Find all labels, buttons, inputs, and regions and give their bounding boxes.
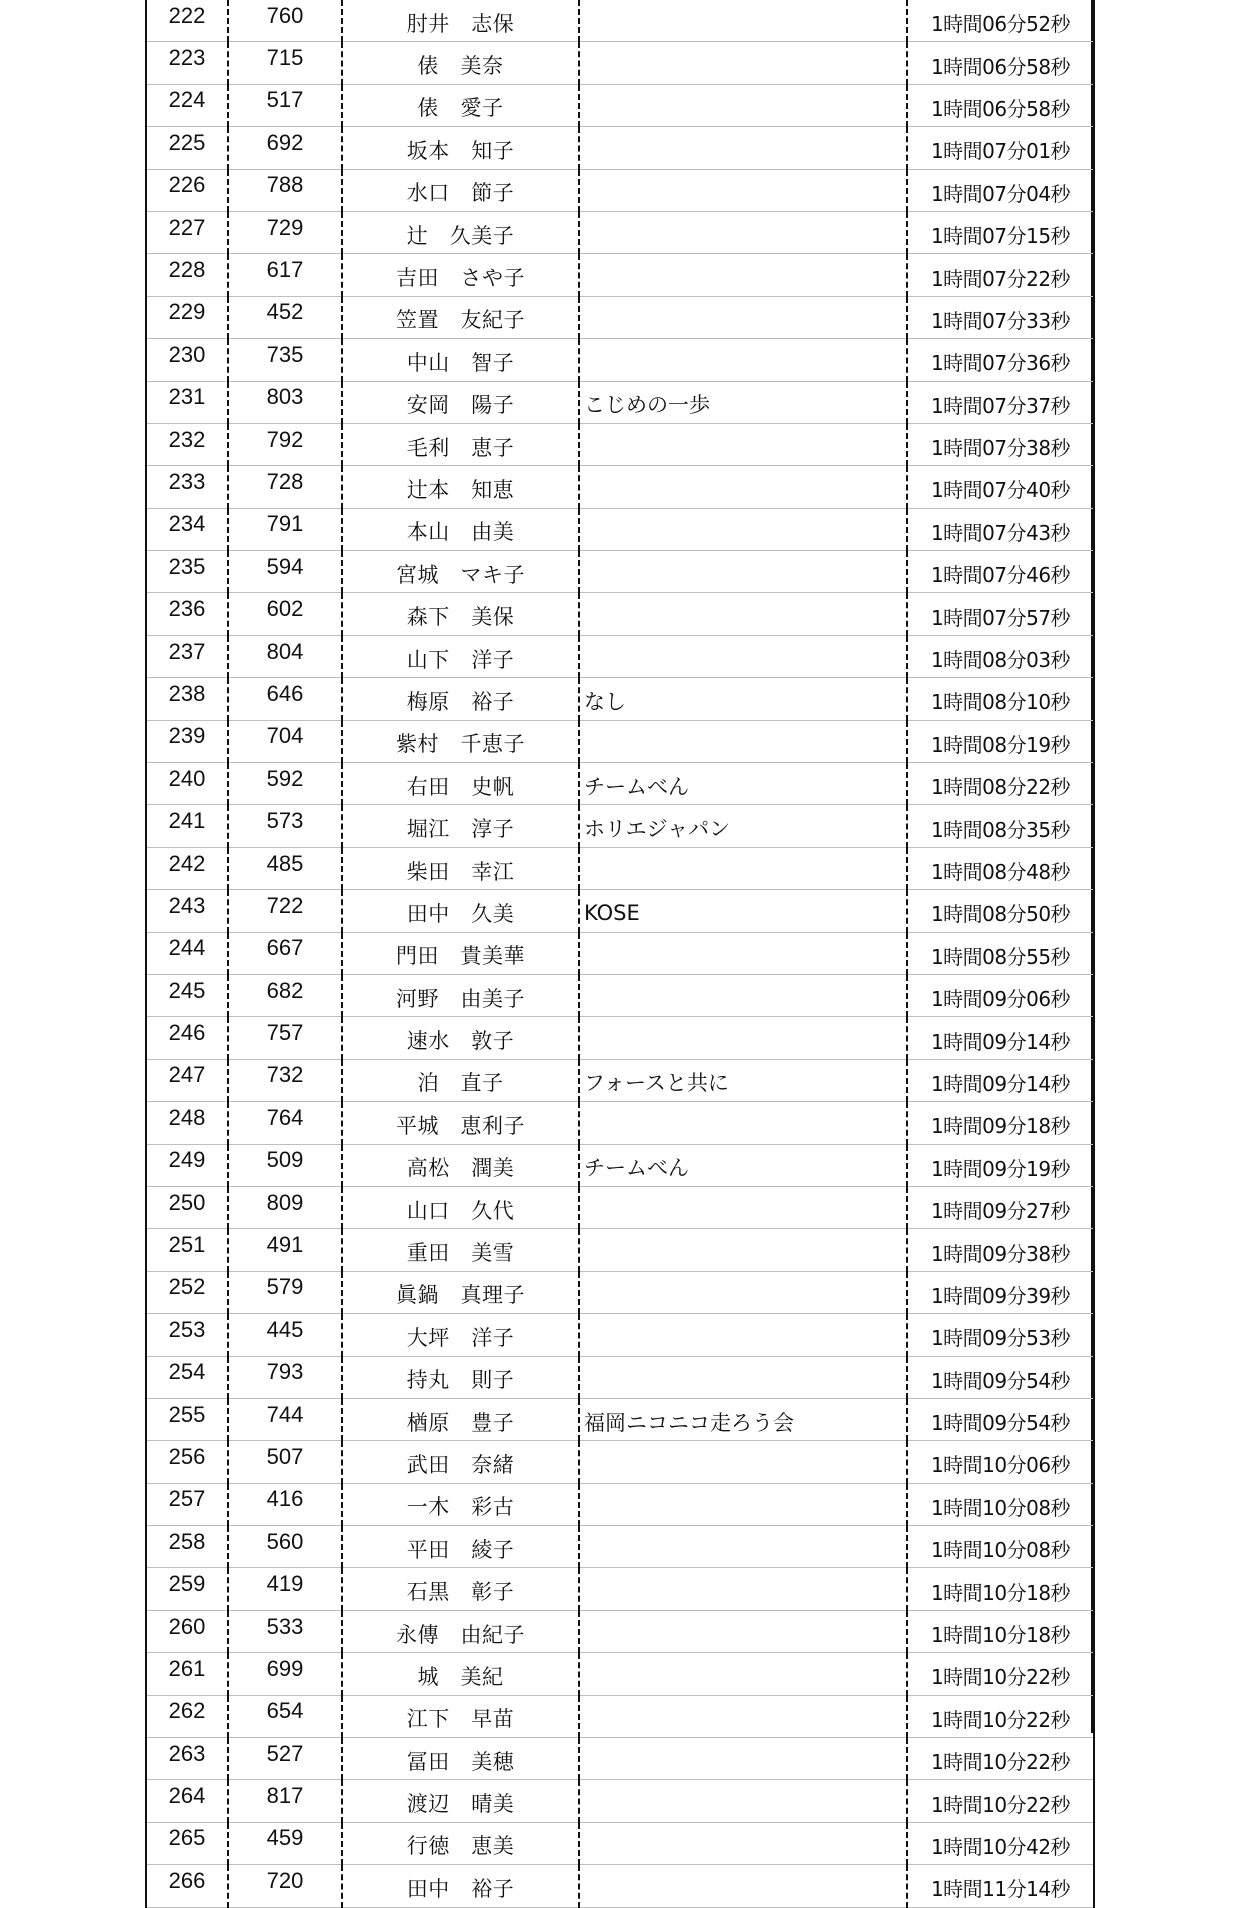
team-name-cell bbox=[579, 1271, 907, 1313]
table-row bbox=[146, 211, 1094, 253]
finish-time-cell: 1時間09分38秒 bbox=[907, 1229, 1094, 1271]
rank-cell: 262 bbox=[146, 1690, 228, 1732]
team-name-cell bbox=[579, 1186, 907, 1228]
runner-name-cell: 梅原 裕子 bbox=[342, 678, 579, 720]
table-row bbox=[146, 1653, 1094, 1695]
rank-cell: 259 bbox=[146, 1563, 228, 1605]
finish-time-cell: 1時間09分14秒 bbox=[907, 1017, 1094, 1059]
team-name-cell bbox=[579, 127, 907, 169]
finish-time-cell: 1時間08分03秒 bbox=[907, 635, 1094, 677]
table-row bbox=[146, 974, 1094, 1016]
team-name-cell bbox=[579, 1610, 907, 1652]
bib-number-cell: 757 bbox=[228, 1012, 342, 1054]
table-row bbox=[146, 466, 1094, 508]
rank-cell: 222 bbox=[146, 0, 228, 37]
finish-time-cell: 1時間07分46秒 bbox=[907, 551, 1094, 593]
finish-time-cell: 1時間08分50秒 bbox=[907, 890, 1094, 932]
team-name-cell bbox=[579, 932, 907, 974]
table-row bbox=[146, 1398, 1094, 1440]
team-name-cell bbox=[579, 1695, 907, 1737]
finish-time-cell: 1時間10分18秒 bbox=[907, 1610, 1094, 1652]
rank-cell: 258 bbox=[146, 1521, 228, 1563]
team-name-cell bbox=[579, 1865, 907, 1907]
team-name-cell bbox=[579, 1822, 907, 1864]
team-name-cell bbox=[579, 423, 907, 465]
rank-cell: 264 bbox=[146, 1775, 228, 1817]
runner-name-cell: 重田 美雪 bbox=[342, 1229, 579, 1271]
bib-number-cell: 646 bbox=[228, 673, 342, 715]
team-name-cell bbox=[579, 1102, 907, 1144]
runner-name-cell: 水口 節子 bbox=[342, 169, 579, 211]
finish-time-cell: 1時間09分14秒 bbox=[907, 1059, 1094, 1101]
finish-time-cell: 1時間07分15秒 bbox=[907, 211, 1094, 253]
finish-time-cell: 1時間07分43秒 bbox=[907, 508, 1094, 550]
bib-number-cell: 617 bbox=[228, 249, 342, 291]
rank-cell: 228 bbox=[146, 249, 228, 291]
finish-time-cell: 1時間08分19秒 bbox=[907, 720, 1094, 762]
rank-cell: 244 bbox=[146, 927, 228, 969]
table-row bbox=[146, 1695, 1094, 1737]
rank-cell: 233 bbox=[146, 461, 228, 503]
table-row bbox=[146, 1441, 1094, 1483]
rank-cell: 265 bbox=[146, 1817, 228, 1859]
finish-time-cell: 1時間09分06秒 bbox=[907, 974, 1094, 1016]
runner-name-cell: 山下 洋子 bbox=[342, 635, 579, 677]
runner-name-cell: 大坪 洋子 bbox=[342, 1314, 579, 1356]
finish-time-cell: 1時間06分58秒 bbox=[907, 84, 1094, 126]
rank-cell: 239 bbox=[146, 715, 228, 757]
runner-name-cell: 辻本 知恵 bbox=[342, 466, 579, 508]
table-row bbox=[146, 720, 1094, 762]
finish-time-cell: 1時間09分54秒 bbox=[907, 1356, 1094, 1398]
bib-number-cell: 729 bbox=[228, 206, 342, 248]
table-row bbox=[146, 932, 1094, 974]
team-name-cell: なし bbox=[579, 678, 907, 720]
finish-time-cell: 1時間09分39秒 bbox=[907, 1271, 1094, 1313]
finish-time-cell: 1時間10分08秒 bbox=[907, 1526, 1094, 1568]
rank-cell: 232 bbox=[146, 418, 228, 460]
team-name-cell bbox=[579, 339, 907, 381]
team-name-cell bbox=[579, 508, 907, 550]
table-row bbox=[146, 593, 1094, 635]
bib-number-cell: 692 bbox=[228, 122, 342, 164]
team-name-cell bbox=[579, 974, 907, 1016]
bib-number-cell: 533 bbox=[228, 1605, 342, 1647]
table-row bbox=[146, 1144, 1094, 1186]
bib-number-cell: 459 bbox=[228, 1817, 342, 1859]
runner-name-cell: 山口 久代 bbox=[342, 1186, 579, 1228]
finish-time-cell: 1時間10分06秒 bbox=[907, 1441, 1094, 1483]
runner-name-cell: 堀江 淳子 bbox=[342, 805, 579, 847]
table-row bbox=[146, 84, 1094, 126]
rank-cell: 255 bbox=[146, 1393, 228, 1435]
runner-name-cell: 渡辺 晴美 bbox=[342, 1780, 579, 1822]
team-name-cell: こじめの一歩 bbox=[579, 381, 907, 423]
bib-number-cell: 704 bbox=[228, 715, 342, 757]
rank-cell: 231 bbox=[146, 376, 228, 418]
bib-number-cell: 592 bbox=[228, 758, 342, 800]
team-name-cell: チームべん bbox=[579, 763, 907, 805]
finish-time-cell: 1時間06分52秒 bbox=[907, 0, 1094, 42]
runner-name-cell: 辻 久美子 bbox=[342, 211, 579, 253]
runner-name-cell: 毛利 恵子 bbox=[342, 423, 579, 465]
table-row bbox=[146, 1271, 1094, 1313]
rank-cell: 235 bbox=[146, 546, 228, 588]
runner-name-cell: 武田 奈緒 bbox=[342, 1441, 579, 1483]
runner-name-cell: 平城 恵利子 bbox=[342, 1102, 579, 1144]
runner-name-cell: 高松 潤美 bbox=[342, 1144, 579, 1186]
finish-time-cell: 1時間09分19秒 bbox=[907, 1144, 1094, 1186]
bib-number-cell: 485 bbox=[228, 842, 342, 884]
team-name-cell bbox=[579, 1780, 907, 1822]
runner-name-cell: 柴田 幸江 bbox=[342, 847, 579, 889]
team-name-cell bbox=[579, 211, 907, 253]
rank-cell: 234 bbox=[146, 503, 228, 545]
table-row bbox=[146, 1356, 1094, 1398]
table-row bbox=[146, 1229, 1094, 1271]
team-name-cell bbox=[579, 1483, 907, 1525]
runner-name-cell: 宮城 マキ子 bbox=[342, 551, 579, 593]
runner-name-cell: 江下 早苗 bbox=[342, 1695, 579, 1737]
bib-number-cell: 804 bbox=[228, 630, 342, 672]
bib-number-cell: 560 bbox=[228, 1521, 342, 1563]
rank-cell: 229 bbox=[146, 291, 228, 333]
team-name-cell bbox=[579, 1441, 907, 1483]
finish-time-cell: 1時間07分40秒 bbox=[907, 466, 1094, 508]
finish-time-cell: 1時間09分53秒 bbox=[907, 1314, 1094, 1356]
bib-number-cell: 654 bbox=[228, 1690, 342, 1732]
rank-cell: 266 bbox=[146, 1860, 228, 1902]
bib-number-cell: 728 bbox=[228, 461, 342, 503]
runner-name-cell: 城 美紀 bbox=[342, 1653, 579, 1695]
finish-time-cell: 1時間07分33秒 bbox=[907, 296, 1094, 338]
bib-number-cell: 416 bbox=[228, 1478, 342, 1520]
table-row bbox=[146, 1059, 1094, 1101]
team-name-cell bbox=[579, 1314, 907, 1356]
bib-number-cell: 573 bbox=[228, 800, 342, 842]
runner-name-cell: 楢原 豊子 bbox=[342, 1398, 579, 1440]
rank-cell: 256 bbox=[146, 1436, 228, 1478]
finish-time-cell: 1時間11分14秒 bbox=[907, 1865, 1094, 1907]
table-row bbox=[146, 890, 1094, 932]
bib-number-cell: 527 bbox=[228, 1733, 342, 1775]
team-name-cell bbox=[579, 1356, 907, 1398]
team-name-cell bbox=[579, 1568, 907, 1610]
runner-name-cell: 持丸 則子 bbox=[342, 1356, 579, 1398]
results-table bbox=[145, 0, 1095, 1908]
table-row bbox=[146, 127, 1094, 169]
rank-cell: 261 bbox=[146, 1648, 228, 1690]
team-name-cell: 福岡ニコニコ走ろう会 bbox=[579, 1398, 907, 1440]
table-row bbox=[146, 551, 1094, 593]
bib-number-cell: 699 bbox=[228, 1648, 342, 1690]
bib-number-cell: 744 bbox=[228, 1393, 342, 1435]
runner-name-cell: 永傳 由紀子 bbox=[342, 1610, 579, 1652]
bib-number-cell: 793 bbox=[228, 1351, 342, 1393]
results-table-body bbox=[146, 0, 1094, 1907]
bib-number-cell: 722 bbox=[228, 885, 342, 927]
runner-name-cell: 坂本 知子 bbox=[342, 127, 579, 169]
finish-time-cell: 1時間08分48秒 bbox=[907, 847, 1094, 889]
team-name-cell bbox=[579, 0, 907, 42]
team-name-cell bbox=[579, 466, 907, 508]
runner-name-cell: 泊 直子 bbox=[342, 1059, 579, 1101]
rank-cell: 230 bbox=[146, 334, 228, 376]
rank-cell: 250 bbox=[146, 1181, 228, 1223]
team-name-cell bbox=[579, 1229, 907, 1271]
table-row bbox=[146, 1483, 1094, 1525]
bib-number-cell: 602 bbox=[228, 588, 342, 630]
team-name-cell bbox=[579, 635, 907, 677]
bib-number-cell: 517 bbox=[228, 79, 342, 121]
finish-time-cell: 1時間07分57秒 bbox=[907, 593, 1094, 635]
table-row bbox=[146, 1610, 1094, 1652]
runner-name-cell: 肘井 志保 bbox=[342, 0, 579, 42]
bib-number-cell: 803 bbox=[228, 376, 342, 418]
rank-cell: 236 bbox=[146, 588, 228, 630]
finish-time-cell: 1時間09分18秒 bbox=[907, 1102, 1094, 1144]
rank-cell: 246 bbox=[146, 1012, 228, 1054]
rank-cell: 252 bbox=[146, 1266, 228, 1308]
table-row bbox=[146, 763, 1094, 805]
rank-cell: 247 bbox=[146, 1054, 228, 1096]
team-name-cell bbox=[579, 169, 907, 211]
team-name-cell bbox=[579, 42, 907, 84]
team-name-cell bbox=[579, 1738, 907, 1780]
bib-number-cell: 509 bbox=[228, 1139, 342, 1181]
rank-cell: 223 bbox=[146, 37, 228, 79]
team-name-cell bbox=[579, 254, 907, 296]
rank-cell: 226 bbox=[146, 164, 228, 206]
team-name-cell bbox=[579, 296, 907, 338]
rank-cell: 224 bbox=[146, 79, 228, 121]
runner-name-cell: 行徳 恵美 bbox=[342, 1822, 579, 1864]
finish-time-cell: 1時間10分08秒 bbox=[907, 1483, 1094, 1525]
finish-time-cell: 1時間07分36秒 bbox=[907, 339, 1094, 381]
rank-cell: 260 bbox=[146, 1605, 228, 1647]
rank-cell: 237 bbox=[146, 630, 228, 672]
finish-time-cell: 1時間07分01秒 bbox=[907, 127, 1094, 169]
finish-time-cell: 1時間10分18秒 bbox=[907, 1568, 1094, 1610]
finish-time-cell: 1時間10分22秒 bbox=[907, 1738, 1094, 1780]
runner-name-cell: 俵 愛子 bbox=[342, 84, 579, 126]
runner-name-cell: 眞鍋 真理子 bbox=[342, 1271, 579, 1313]
table-row bbox=[146, 1738, 1094, 1780]
finish-time-cell: 1時間06分58秒 bbox=[907, 42, 1094, 84]
rank-cell: 242 bbox=[146, 842, 228, 884]
runner-name-cell: 門田 貴美華 bbox=[342, 932, 579, 974]
rank-cell: 249 bbox=[146, 1139, 228, 1181]
runner-name-cell: 田中 久美 bbox=[342, 890, 579, 932]
table-row bbox=[146, 296, 1094, 338]
rank-cell: 240 bbox=[146, 758, 228, 800]
runner-name-cell: 石黒 彰子 bbox=[342, 1568, 579, 1610]
rank-cell: 243 bbox=[146, 885, 228, 927]
team-name-cell: フォースと共に bbox=[579, 1059, 907, 1101]
team-name-cell bbox=[579, 1017, 907, 1059]
table-row bbox=[146, 42, 1094, 84]
finish-time-cell: 1時間10分22秒 bbox=[907, 1780, 1094, 1822]
finish-time-cell: 1時間08分55秒 bbox=[907, 932, 1094, 974]
team-name-cell: KOSE bbox=[579, 890, 907, 932]
bib-number-cell: 817 bbox=[228, 1775, 342, 1817]
table-row bbox=[146, 381, 1094, 423]
bib-number-cell: 764 bbox=[228, 1097, 342, 1139]
table-row bbox=[146, 339, 1094, 381]
bib-number-cell: 715 bbox=[228, 37, 342, 79]
table-row bbox=[146, 1865, 1094, 1907]
table-row bbox=[146, 1314, 1094, 1356]
runner-name-cell: 中山 智子 bbox=[342, 339, 579, 381]
rank-cell: 254 bbox=[146, 1351, 228, 1393]
bib-number-cell: 507 bbox=[228, 1436, 342, 1478]
bib-number-cell: 667 bbox=[228, 927, 342, 969]
bib-number-cell: 732 bbox=[228, 1054, 342, 1096]
runner-name-cell: 本山 由美 bbox=[342, 508, 579, 550]
bib-number-cell: 452 bbox=[228, 291, 342, 333]
table-row bbox=[146, 678, 1094, 720]
runner-name-cell: 冨田 美穂 bbox=[342, 1738, 579, 1780]
finish-time-cell: 1時間07分37秒 bbox=[907, 381, 1094, 423]
bib-number-cell: 788 bbox=[228, 164, 342, 206]
finish-time-cell: 1時間07分38秒 bbox=[907, 423, 1094, 465]
runner-name-cell: 右田 史帆 bbox=[342, 763, 579, 805]
finish-time-cell: 1時間10分42秒 bbox=[907, 1822, 1094, 1864]
bib-number-cell: 760 bbox=[228, 0, 342, 37]
runner-name-cell: 河野 由美子 bbox=[342, 974, 579, 1016]
rank-cell: 238 bbox=[146, 673, 228, 715]
table-row bbox=[146, 1186, 1094, 1228]
bib-number-cell: 579 bbox=[228, 1266, 342, 1308]
rank-cell: 227 bbox=[146, 206, 228, 248]
runner-name-cell: 速水 敦子 bbox=[342, 1017, 579, 1059]
rank-cell: 245 bbox=[146, 969, 228, 1011]
team-name-cell: チームべん bbox=[579, 1144, 907, 1186]
team-name-cell bbox=[579, 1526, 907, 1568]
finish-time-cell: 1時間09分54秒 bbox=[907, 1398, 1094, 1440]
team-name-cell bbox=[579, 593, 907, 635]
results-sheet bbox=[145, 0, 1093, 1908]
table-row bbox=[146, 423, 1094, 465]
table-row bbox=[146, 1780, 1094, 1822]
bib-number-cell: 491 bbox=[228, 1224, 342, 1266]
team-name-cell: ホリエジャパン bbox=[579, 805, 907, 847]
finish-time-cell: 1時間10分22秒 bbox=[907, 1653, 1094, 1695]
table-row bbox=[146, 0, 1094, 42]
table-row bbox=[146, 169, 1094, 211]
runner-name-cell: 吉田 さや子 bbox=[342, 254, 579, 296]
bib-number-cell: 594 bbox=[228, 546, 342, 588]
table-row bbox=[146, 1568, 1094, 1610]
bib-number-cell: 445 bbox=[228, 1309, 342, 1351]
bib-number-cell: 809 bbox=[228, 1181, 342, 1223]
bib-number-cell: 419 bbox=[228, 1563, 342, 1605]
team-name-cell bbox=[579, 847, 907, 889]
bib-number-cell: 735 bbox=[228, 334, 342, 376]
rank-cell: 253 bbox=[146, 1309, 228, 1351]
runner-name-cell: 森下 美保 bbox=[342, 593, 579, 635]
team-name-cell bbox=[579, 551, 907, 593]
runner-name-cell: 田中 裕子 bbox=[342, 1865, 579, 1907]
rank-cell: 225 bbox=[146, 122, 228, 164]
bib-number-cell: 792 bbox=[228, 418, 342, 460]
team-name-cell bbox=[579, 1653, 907, 1695]
finish-time-cell: 1時間08分10秒 bbox=[907, 678, 1094, 720]
rank-cell: 251 bbox=[146, 1224, 228, 1266]
finish-time-cell: 1時間08分35秒 bbox=[907, 805, 1094, 847]
table-row bbox=[146, 805, 1094, 847]
finish-time-cell: 1時間08分22秒 bbox=[907, 763, 1094, 805]
table-row bbox=[146, 635, 1094, 677]
runner-name-cell: 紫村 千恵子 bbox=[342, 720, 579, 762]
runner-name-cell: 一木 彩古 bbox=[342, 1483, 579, 1525]
bib-number-cell: 791 bbox=[228, 503, 342, 545]
table-row bbox=[146, 254, 1094, 296]
rank-cell: 263 bbox=[146, 1733, 228, 1775]
runner-name-cell: 平田 綾子 bbox=[342, 1526, 579, 1568]
table-row bbox=[146, 1017, 1094, 1059]
table-row bbox=[146, 1526, 1094, 1568]
runner-name-cell: 俵 美奈 bbox=[342, 42, 579, 84]
finish-time-cell: 1時間07分22秒 bbox=[907, 254, 1094, 296]
finish-time-cell: 1時間07分04秒 bbox=[907, 169, 1094, 211]
finish-time-cell: 1時間10分22秒 bbox=[907, 1695, 1094, 1737]
table-row bbox=[146, 847, 1094, 889]
rank-cell: 241 bbox=[146, 800, 228, 842]
rank-cell: 248 bbox=[146, 1097, 228, 1139]
table-row bbox=[146, 508, 1094, 550]
rank-cell: 257 bbox=[146, 1478, 228, 1520]
table-row bbox=[146, 1102, 1094, 1144]
table-row bbox=[146, 1822, 1094, 1864]
bib-number-cell: 720 bbox=[228, 1860, 342, 1902]
bib-number-cell: 682 bbox=[228, 969, 342, 1011]
runner-name-cell: 安岡 陽子 bbox=[342, 381, 579, 423]
finish-time-cell: 1時間09分27秒 bbox=[907, 1186, 1094, 1228]
team-name-cell bbox=[579, 720, 907, 762]
runner-name-cell: 笠置 友紀子 bbox=[342, 296, 579, 338]
team-name-cell bbox=[579, 84, 907, 126]
